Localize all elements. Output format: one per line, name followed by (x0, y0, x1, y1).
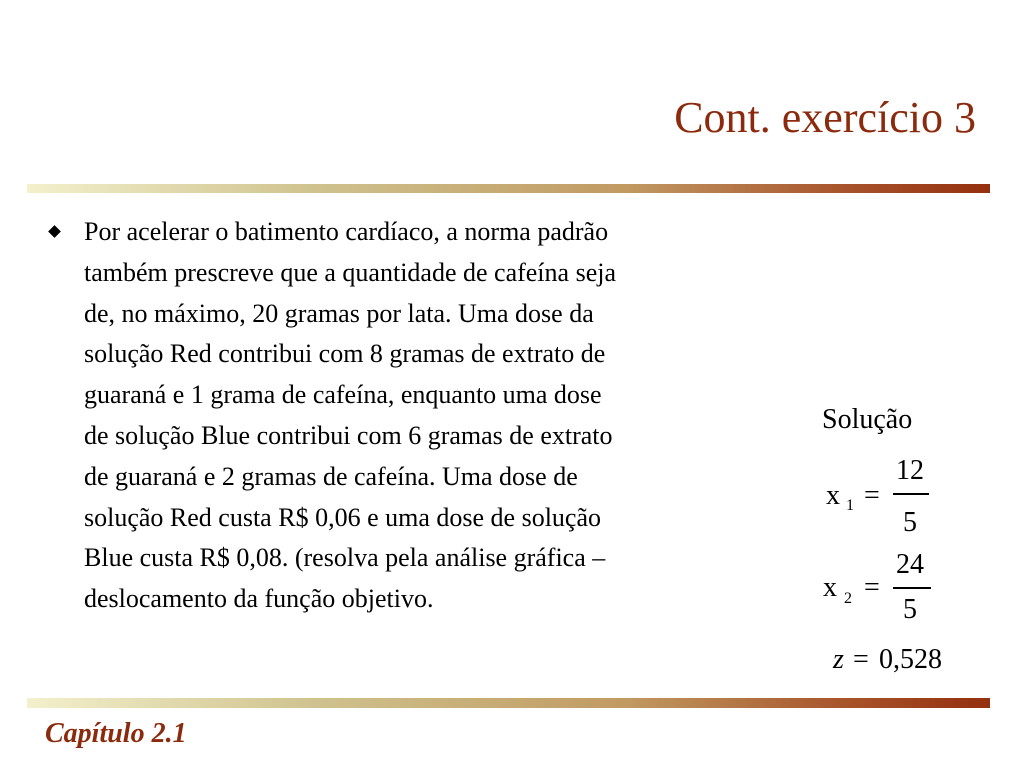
x1-subscript: 1 (846, 497, 854, 514)
footer-chapter: Capítulo 2.1 (45, 718, 187, 749)
x2-fraction-bar (893, 587, 931, 589)
bullet-diamond-icon (48, 225, 61, 238)
z-variable: z (833, 644, 844, 675)
x2-numerator: 24 (896, 549, 924, 580)
z-equals: = (853, 644, 869, 675)
bottom-divider (27, 698, 990, 708)
x2-variable: x (823, 572, 837, 603)
x2-subscript: 2 (844, 590, 852, 607)
bullet-line: Blue custa R$ 0,08. (resolva pela análise gráfica – (84, 543, 606, 573)
bullet-line: de guaraná e 2 gramas de cafeína. Uma dose de (84, 461, 578, 491)
slide-title: Cont. exercício 3 (674, 93, 976, 142)
x1-denominator: 5 (903, 507, 917, 538)
bullet-line: solução Red contribui com 8 gramas de extrato de (84, 339, 606, 369)
solution-label: Solução (822, 404, 913, 435)
bullet-line: também prescreve que a quantidade de cafeína seja (84, 257, 616, 287)
top-divider (27, 184, 990, 193)
bullet-paragraph (84, 212, 784, 620)
bullet-line: de, no máximo, 20 gramas por lata. Uma dose da (84, 298, 594, 328)
bullet-line: Por acelerar o batimento cardíaco, a norma padrão (84, 217, 609, 246)
bullet-line: de solução Blue contribui com 6 gramas de extrato (84, 420, 613, 450)
x2-equals: = (864, 572, 880, 603)
z-value: 0,528 (879, 644, 942, 675)
x1-equals: = (864, 480, 880, 511)
x1-numerator: 12 (896, 455, 924, 486)
x2-denominator: 5 (903, 594, 917, 625)
x1-variable: x (826, 480, 840, 511)
x1-fraction-bar (893, 493, 929, 495)
bullet-line: deslocamento da função objetivo. (84, 584, 434, 614)
bullet-line: solução Red custa R$ 0,06 e uma dose de solução (84, 502, 601, 532)
bullet-line: guaraná e 1 grama de cafeína, enquanto uma dose (84, 380, 602, 410)
